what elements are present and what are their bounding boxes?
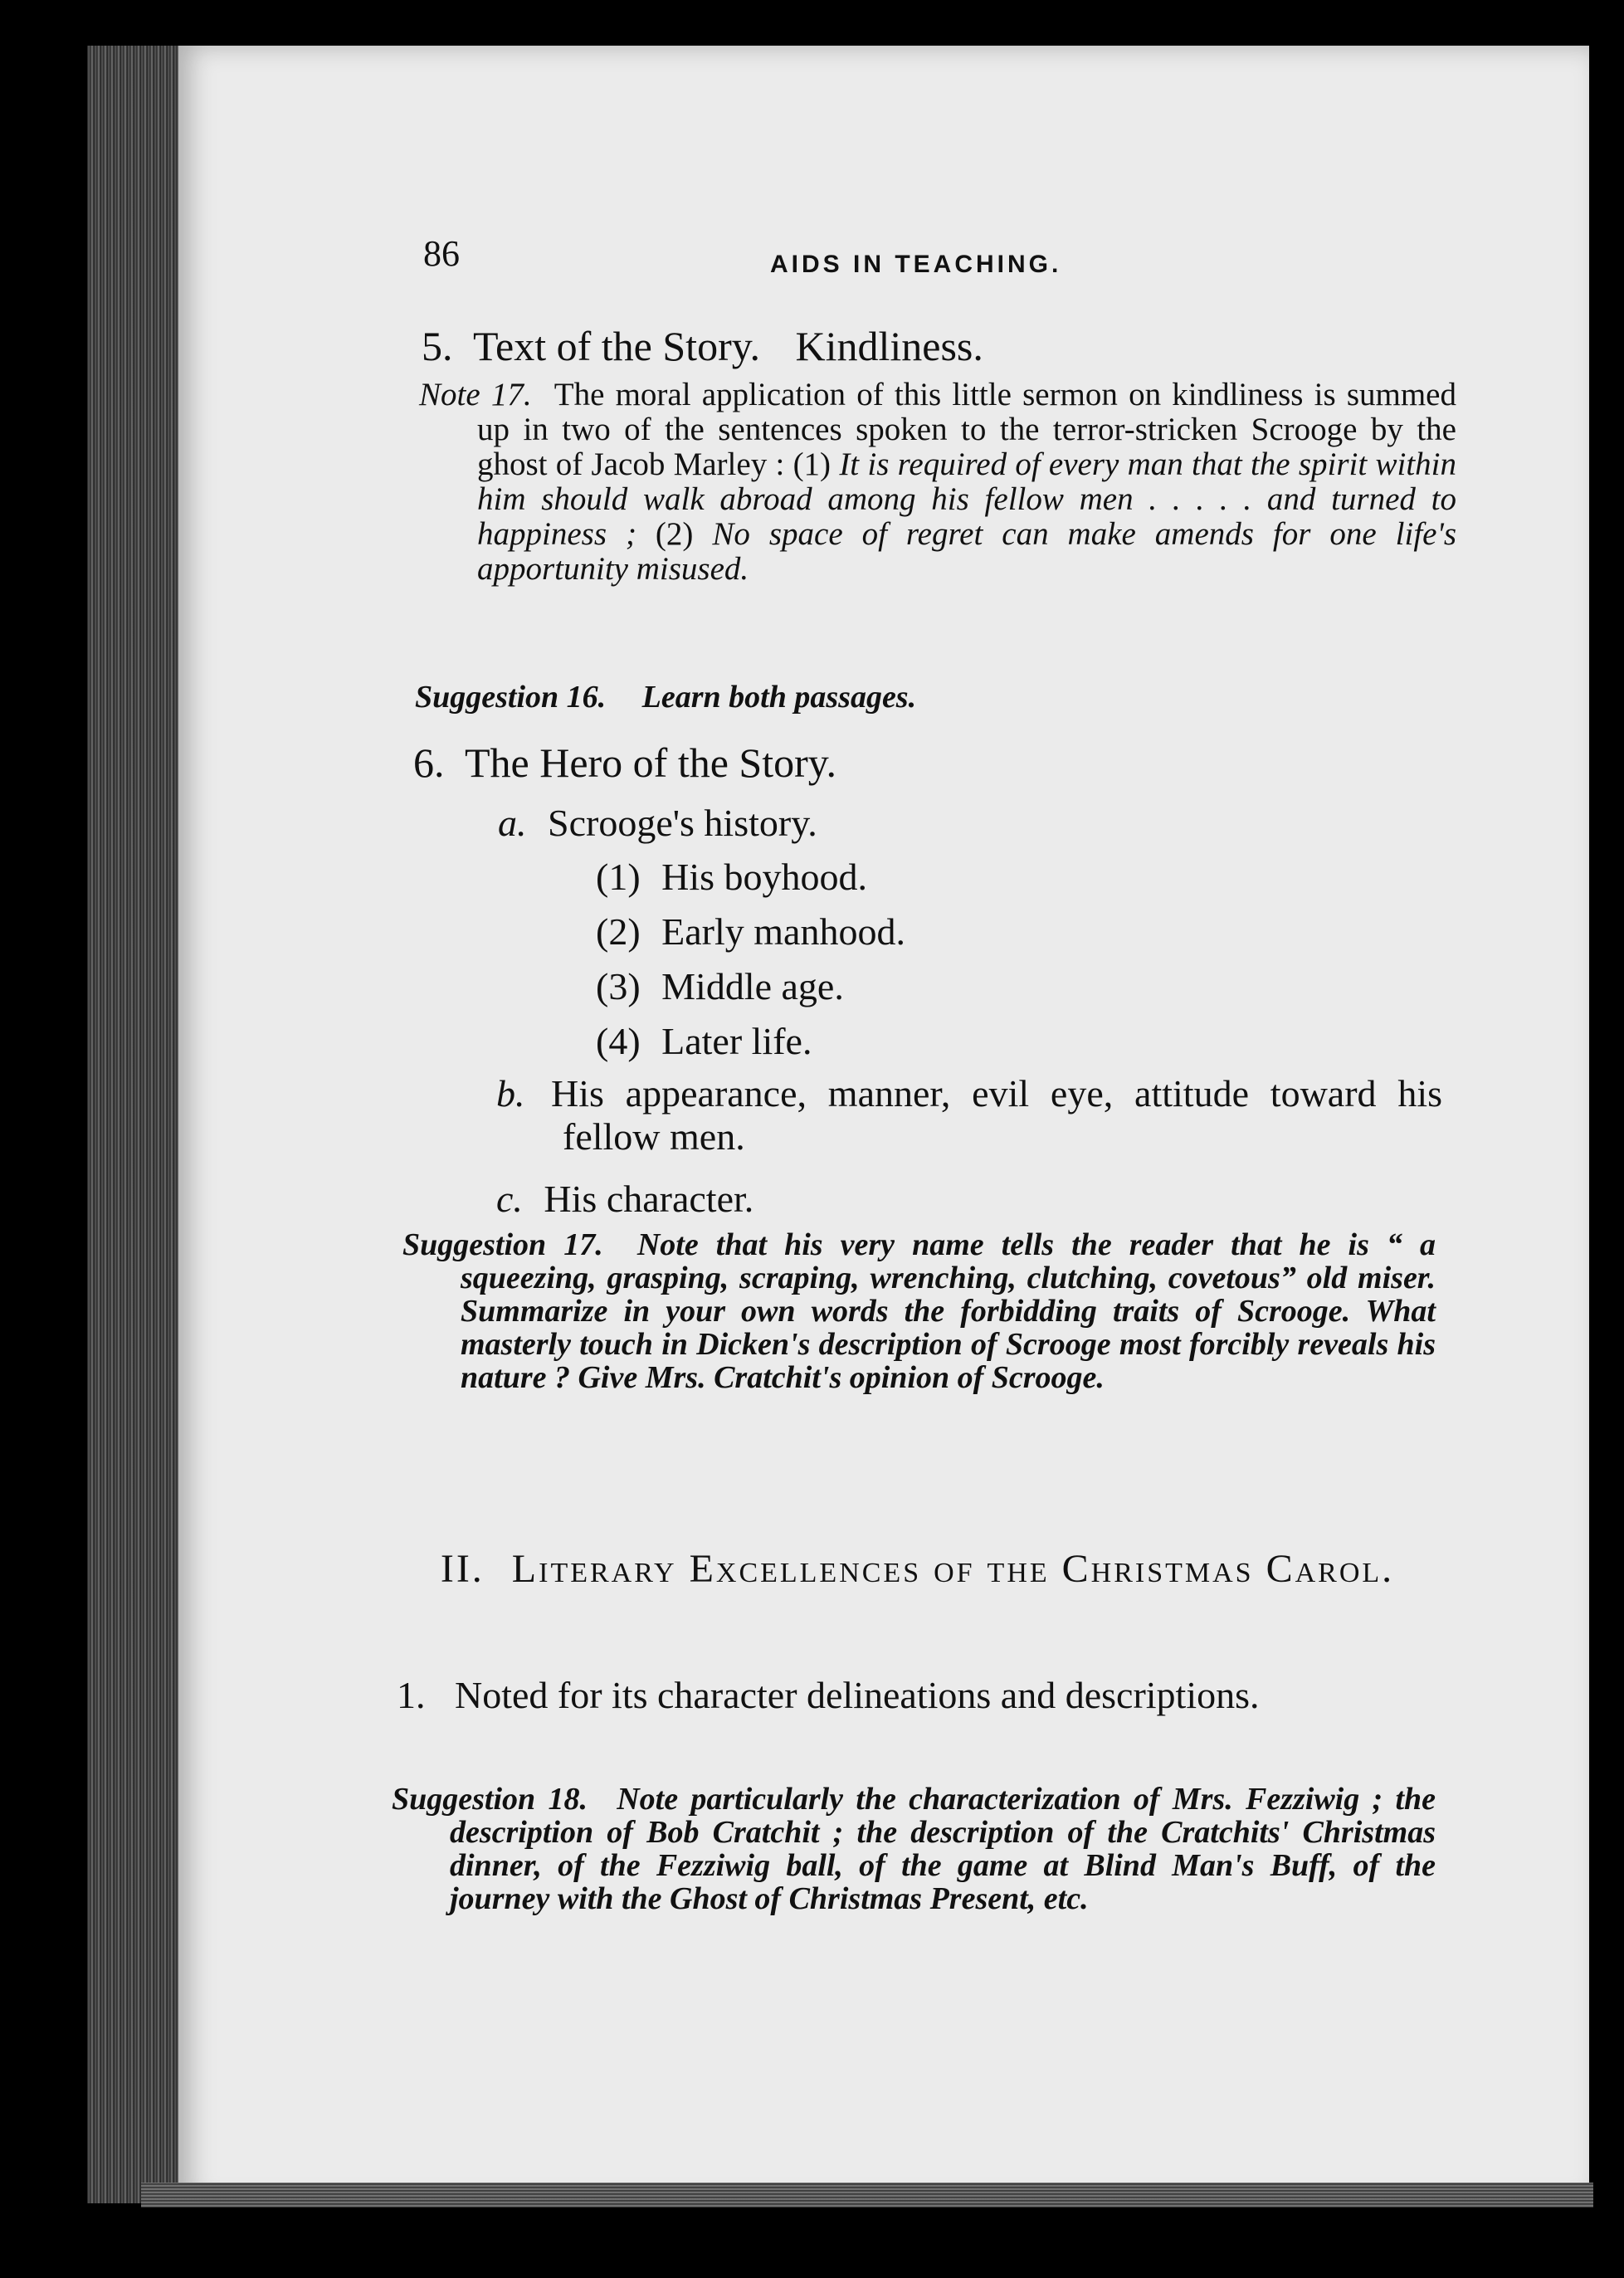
section-6-a-text: Scrooge's history. — [548, 802, 817, 844]
list-item-number: (2) — [596, 910, 641, 953]
suggestion-16 — [415, 680, 916, 714]
list-item-text: Later life. — [661, 1020, 812, 1062]
note-17-quote-1: It is required of every man that the spirit within him should walk abroad among his fellow men . . . . . and turned to happiness ; — [477, 446, 1457, 552]
running-head: AIDS IN TEACHING. — [770, 251, 1062, 278]
suggestion-17 — [402, 1228, 1436, 1394]
note-17-text: The moral application of this little sermon on kindliness is summed up in two of the sentences spoken to the terror-stricken Scrooge by the ghost of Jacob Marley : — [477, 377, 1456, 482]
list-item-text: Early manhood. — [661, 910, 905, 953]
suggestion-18 — [392, 1783, 1436, 1915]
suggestion-18-label: Suggestion 18. — [392, 1782, 588, 1817]
section-6-heading — [413, 739, 836, 787]
list-item — [596, 910, 905, 954]
part-ii-heading — [397, 1545, 1438, 1593]
section-6-b-text: His appearance, manner, evil eye, attitude toward his fellow men. — [551, 1072, 1442, 1158]
section-5-heading — [422, 322, 983, 370]
note-17-label: Note 17. — [419, 377, 532, 412]
book-bottom-edge — [141, 2183, 1593, 2207]
item-1-number: 1. — [397, 1674, 426, 1716]
list-item — [596, 1019, 812, 1063]
section-6-c — [496, 1177, 753, 1221]
section-5-title: Text of the Story. — [473, 323, 760, 369]
part-ii-title: Literary Excellences of the Christmas Carol. — [511, 1547, 1395, 1591]
list-item — [596, 855, 867, 899]
suggestion-17-label: Suggestion 17. — [402, 1227, 603, 1262]
list-item-number: (1) — [596, 856, 641, 898]
page-number: 86 — [423, 233, 460, 274]
list-item-number: (4) — [596, 1020, 641, 1062]
list-item-number: (3) — [596, 965, 641, 1007]
list-item-text: His boyhood. — [661, 856, 868, 898]
section-5-number: 5. — [422, 323, 453, 369]
suggestion-17-text: Note that his very name tells the reader that he is “ a squeezing, grasping, scraping, wrenching, clutching, covetous” old miser. Summarize in your own words the forbidding traits of Scrooge. What masterly touch in Dicken's description of Scrooge most forcibly reveals his nature ? Give Mrs. Cratchit's opinion of Scrooge. — [461, 1227, 1436, 1395]
list-item-text: Middle age. — [661, 965, 844, 1007]
note-17-q1-number: (1) — [792, 446, 832, 482]
section-6-title: The Hero of the Story. — [465, 739, 837, 786]
section-5-subtitle: Kindliness. — [795, 323, 983, 369]
section-6-b-letter: b. — [496, 1072, 525, 1115]
section-6-c-letter: c. — [496, 1178, 523, 1220]
part-ii-numeral: II. — [440, 1547, 485, 1591]
section-6-number: 6. — [413, 739, 445, 786]
list-item — [596, 964, 844, 1008]
item-1 — [397, 1672, 1438, 1719]
section-6-a-letter: a. — [498, 802, 527, 844]
section-6-a — [498, 801, 817, 845]
section-6-b — [496, 1072, 1442, 1159]
note-17-quote-2: No space of regret can make amends for one life's apportunity misused. — [477, 516, 1456, 587]
section-6-c-text: His character. — [544, 1178, 754, 1220]
note-17-q2-number: (2) — [655, 516, 694, 552]
item-1-text: Noted for its character delineations and descriptions. — [455, 1674, 1260, 1716]
suggestion-16-text: Learn both passages. — [641, 680, 917, 715]
suggestion-18-text: Note particularly the characterization of Mrs. Fezziwig ; the description of Bob Cratchit ; the description of the Cratchits' Christmas dinner, of the Fezziwig ball, of the game at Blind Man's Buff, of the journey with the Ghost of Christmas Present, etc. — [450, 1782, 1436, 1916]
suggestion-16-label: Suggestion 16. — [415, 680, 607, 715]
note-17 — [419, 378, 1456, 587]
